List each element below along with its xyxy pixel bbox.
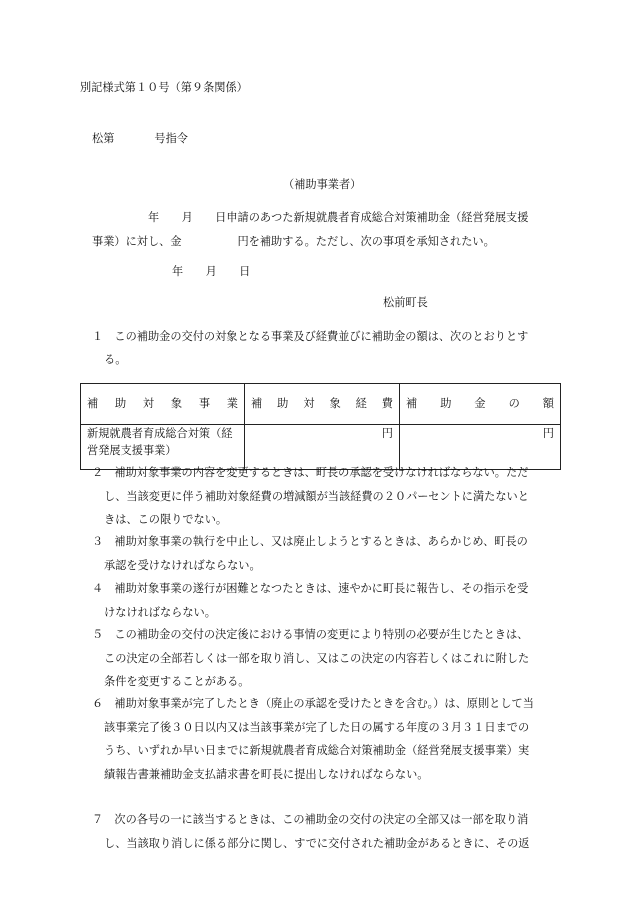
form-number: 別記様式第１０号（第９条関係）: [80, 81, 248, 94]
condition-line: きは、この限りでない。: [104, 513, 228, 526]
condition-line: 承認を受けなければならない。: [104, 558, 261, 572]
condition-line: し、当該取り消しに係る部分に関し、すでに交付された補助金があるときに、その返: [104, 836, 530, 850]
condition-line: うち、いずれか早い日までに新規就農者育成総合対策補助金（経営発展支援事業）実: [104, 744, 530, 757]
condition-item: [92, 461, 554, 532]
header-char: 対: [142, 397, 155, 411]
condition-line: し、当該変更に伴う補助対象経費の増減額が当該経費の２０パーセントに満たないと: [104, 489, 529, 503]
intro-line-2: 事業）に対し、金 円を補助する。ただし、次の事項を承知されたい。: [92, 235, 495, 248]
grant-table: [80, 383, 561, 470]
condition-line: 条件を変更することがある。: [104, 675, 250, 688]
header-char: 対: [303, 397, 315, 411]
header-cost: [245, 384, 400, 425]
recipient: （補助事業者）: [283, 178, 362, 191]
reference-number: [92, 131, 188, 148]
condition-item: [92, 530, 554, 577]
cell-amount: 円: [400, 425, 561, 470]
cell-project: 新規就農者育成総合対策（経営発展支援事業）: [81, 425, 245, 470]
issuer: 松前町長: [383, 296, 428, 309]
condition-item: [92, 577, 554, 624]
header-char: 助: [440, 397, 452, 411]
header-char: 業: [226, 397, 238, 411]
header-char: 象: [170, 397, 183, 411]
header-char: 費: [381, 397, 393, 411]
header-char: の: [508, 397, 520, 411]
item-1-line-2: る。: [104, 353, 127, 366]
header-char: 金: [474, 397, 486, 411]
intro-line-1: [92, 210, 528, 227]
header-char: 事: [198, 397, 211, 411]
header-amount: [400, 384, 561, 425]
condition-line: けなければならない。: [104, 605, 216, 619]
condition-line: ４ 補助対象事業の遂行が困難となつたときは、速やかに町長に報告し、その指示を受: [92, 582, 529, 595]
decision-date: 年 月 日: [172, 265, 251, 278]
cell-cost: 円: [245, 425, 400, 470]
condition-line: ６ 補助対象事業が完了したとき（廃止の承認を受けたときを含む。）は、原則として当: [92, 697, 534, 710]
condition-item: [92, 692, 554, 786]
item-1-line-1: １ この補助金の交付の対象となる事業及び経費並びに補助金の額は、次のとおりとす: [92, 330, 529, 343]
header-char: 助: [114, 397, 127, 411]
header-char: 経: [355, 397, 367, 411]
condition-line: 績報告書兼補助金支払請求書を町長に提出しなければならない。: [104, 767, 429, 781]
header-char: 補: [87, 397, 99, 411]
header-char: 象: [329, 397, 341, 411]
reference-prefix: 松第: [92, 132, 115, 145]
condition-item: [92, 623, 554, 694]
header-char: 補: [406, 397, 418, 411]
header-char: 補: [251, 397, 263, 411]
header-char: 助: [277, 397, 289, 411]
intro-text-1: 年 月 日申請のあつた新規就農者育成総合対策補助金（経営発展支援: [148, 211, 529, 224]
condition-item: [92, 808, 554, 855]
condition-line: この決定の全部若しくは一部を取り消し、又はこの決定の内容若しくはこれに附した: [104, 651, 530, 665]
condition-line: ２ 補助対象事業の内容を変更するときは、町長の承認を受けなければならない。ただ: [92, 466, 529, 479]
condition-line: ５ この補助金の交付の決定後における事情の変更により特別の必要が生じたときは、: [92, 628, 529, 641]
condition-line: 該事業完了後３０日以内又は当該事業が完了した日の属する年度の３月３１日までの: [104, 720, 530, 734]
header-char: 額: [542, 397, 554, 411]
header-project: [81, 384, 245, 425]
reference-suffix: 号指令: [154, 132, 188, 145]
condition-line: ７ 次の各号の一に該当するときは、この補助金の交付の決定の全部又は一部を取り消: [92, 813, 529, 826]
condition-line: ３ 補助対象事業の執行を中止し、又は廃止しようとするときは、あらかじめ、町長の: [92, 535, 528, 548]
table-header-row: [81, 384, 561, 425]
